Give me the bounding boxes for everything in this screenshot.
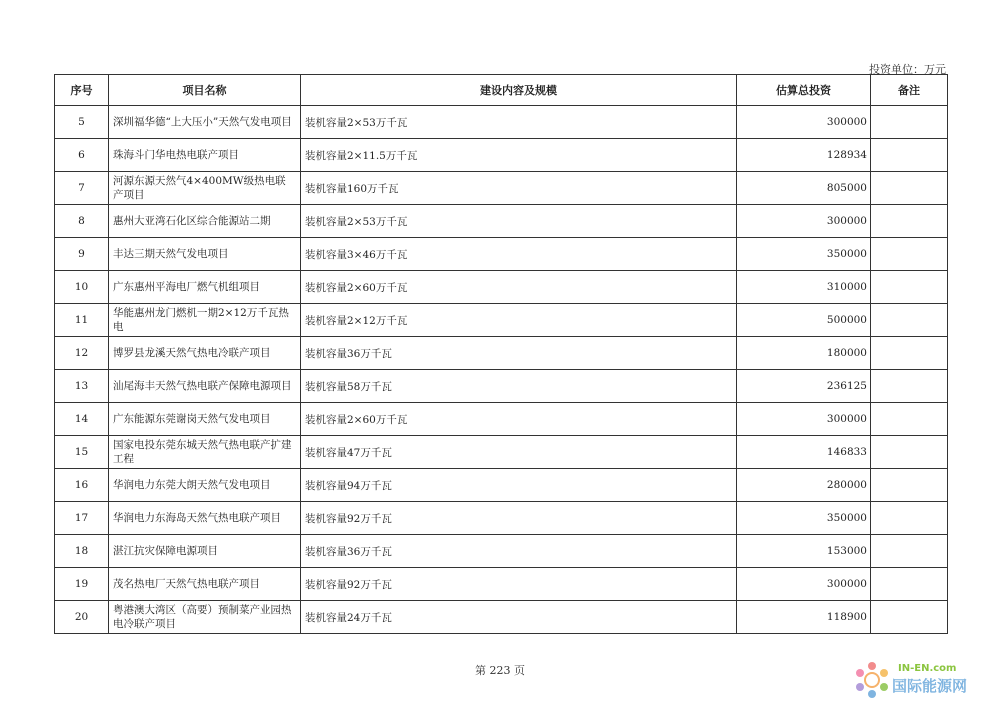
cell-no: 14 — [55, 403, 109, 436]
table-header-row — [55, 75, 948, 106]
cell-note — [871, 271, 948, 304]
cell-project-name: 华能惠州龙门燃机一期2×12万千瓦热电 — [109, 304, 301, 337]
cell-project-name: 珠海斗门华电热电联产项目 — [109, 139, 301, 172]
cell-investment: 300000 — [737, 568, 871, 601]
cell-no: 6 — [55, 139, 109, 172]
cell-scale: 装机容量2×60万千瓦 — [301, 403, 737, 436]
cell-investment: 118900 — [737, 601, 871, 634]
cell-investment: 146833 — [737, 436, 871, 469]
cell-scale: 装机容量94万千瓦 — [301, 469, 737, 502]
table-row — [55, 304, 948, 337]
table-row — [55, 403, 948, 436]
header-note: 备注 — [871, 75, 948, 106]
table-row — [55, 172, 948, 205]
cell-investment: 153000 — [737, 535, 871, 568]
cell-project-name: 惠州大亚湾石化区综合能源站二期 — [109, 205, 301, 238]
table-row — [55, 502, 948, 535]
cell-note — [871, 436, 948, 469]
table-row — [55, 601, 948, 634]
cell-no: 7 — [55, 172, 109, 205]
table-row — [55, 370, 948, 403]
cell-scale: 装机容量47万千瓦 — [301, 436, 737, 469]
cell-note — [871, 238, 948, 271]
cell-project-name: 湛江抗灾保障电源项目 — [109, 535, 301, 568]
header-project-name: 项目名称 — [109, 75, 301, 106]
table-row — [55, 238, 948, 271]
cell-investment: 350000 — [737, 502, 871, 535]
cell-no: 17 — [55, 502, 109, 535]
cell-investment: 128934 — [737, 139, 871, 172]
cell-project-name: 丰达三期天然气发电项目 — [109, 238, 301, 271]
cell-note — [871, 403, 948, 436]
sun-flower-icon — [852, 660, 892, 700]
investment-unit-label: 投资单位：万元 — [869, 63, 946, 76]
table-row — [55, 337, 948, 370]
project-table — [54, 74, 948, 634]
cell-scale: 装机容量160万千瓦 — [301, 172, 737, 205]
cell-scale: 装机容量2×11.5万千瓦 — [301, 139, 737, 172]
cell-investment: 280000 — [737, 469, 871, 502]
table-row — [55, 106, 948, 139]
cell-no: 8 — [55, 205, 109, 238]
cell-scale: 装机容量36万千瓦 — [301, 337, 737, 370]
cell-investment: 300000 — [737, 403, 871, 436]
cell-scale: 装机容量2×53万千瓦 — [301, 106, 737, 139]
cell-no: 9 — [55, 238, 109, 271]
cell-no: 5 — [55, 106, 109, 139]
table-row — [55, 469, 948, 502]
cell-no: 12 — [55, 337, 109, 370]
cell-project-name: 粤港澳大湾区（高要）预制菜产业园热电冷联产项目 — [109, 601, 301, 634]
header-no: 序号 — [55, 75, 109, 106]
cell-no: 18 — [55, 535, 109, 568]
cell-note — [871, 568, 948, 601]
cell-scale: 装机容量36万千瓦 — [301, 535, 737, 568]
cell-no: 15 — [55, 436, 109, 469]
cell-project-name: 华润电力东海岛天然气热电联产项目 — [109, 502, 301, 535]
cell-project-name: 茂名热电厂天然气热电联产项目 — [109, 568, 301, 601]
cell-scale: 装机容量92万千瓦 — [301, 568, 737, 601]
table-row — [55, 535, 948, 568]
header-scale: 建设内容及规模 — [301, 75, 737, 106]
cell-note — [871, 370, 948, 403]
cell-scale: 装机容量58万千瓦 — [301, 370, 737, 403]
cell-investment: 805000 — [737, 172, 871, 205]
table-row — [55, 436, 948, 469]
cell-no: 11 — [55, 304, 109, 337]
cell-note — [871, 106, 948, 139]
cell-note — [871, 502, 948, 535]
cell-scale: 装机容量24万千瓦 — [301, 601, 737, 634]
cell-project-name: 国家电投东莞东城天然气热电联产扩建工程 — [109, 436, 301, 469]
cell-no: 13 — [55, 370, 109, 403]
cell-scale: 装机容量92万千瓦 — [301, 502, 737, 535]
cell-scale: 装机容量2×60万千瓦 — [301, 271, 737, 304]
cell-no: 16 — [55, 469, 109, 502]
cell-note — [871, 172, 948, 205]
cell-note — [871, 139, 948, 172]
cell-scale: 装机容量3×46万千瓦 — [301, 238, 737, 271]
cell-investment: 180000 — [737, 337, 871, 370]
cell-note — [871, 304, 948, 337]
cell-project-name: 广东惠州平海电厂燃气机组项目 — [109, 271, 301, 304]
cell-project-name: 广东能源东莞谢岗天然气发电项目 — [109, 403, 301, 436]
logo-cn-text: 国际能源网 — [892, 677, 968, 695]
logo-en-text: IN-EN.com — [898, 663, 957, 674]
cell-no: 10 — [55, 271, 109, 304]
cell-scale: 装机容量2×12万千瓦 — [301, 304, 737, 337]
cell-investment: 500000 — [737, 304, 871, 337]
page-number: 第 223 页 — [475, 664, 525, 677]
cell-project-name: 深圳福华德“上大压小”天然气发电项目 — [109, 106, 301, 139]
cell-investment: 310000 — [737, 271, 871, 304]
cell-project-name: 华润电力东莞大朗天然气发电项目 — [109, 469, 301, 502]
header-investment: 估算总投资 — [737, 75, 871, 106]
cell-no: 19 — [55, 568, 109, 601]
table-row — [55, 205, 948, 238]
cell-investment: 300000 — [737, 106, 871, 139]
in-en-logo — [852, 660, 992, 700]
cell-project-name: 博罗县龙溪天然气热电冷联产项目 — [109, 337, 301, 370]
cell-note — [871, 337, 948, 370]
cell-note — [871, 205, 948, 238]
cell-note — [871, 469, 948, 502]
cell-note — [871, 601, 948, 634]
table-row — [55, 139, 948, 172]
cell-investment: 300000 — [737, 205, 871, 238]
cell-scale: 装机容量2×53万千瓦 — [301, 205, 737, 238]
cell-no: 20 — [55, 601, 109, 634]
cell-investment: 350000 — [737, 238, 871, 271]
cell-project-name: 河源东源天然气4×400MW级热电联产项目 — [109, 172, 301, 205]
cell-note — [871, 535, 948, 568]
cell-project-name: 汕尾海丰天然气热电联产保障电源项目 — [109, 370, 301, 403]
table-row — [55, 568, 948, 601]
table-row — [55, 271, 948, 304]
cell-investment: 236125 — [737, 370, 871, 403]
